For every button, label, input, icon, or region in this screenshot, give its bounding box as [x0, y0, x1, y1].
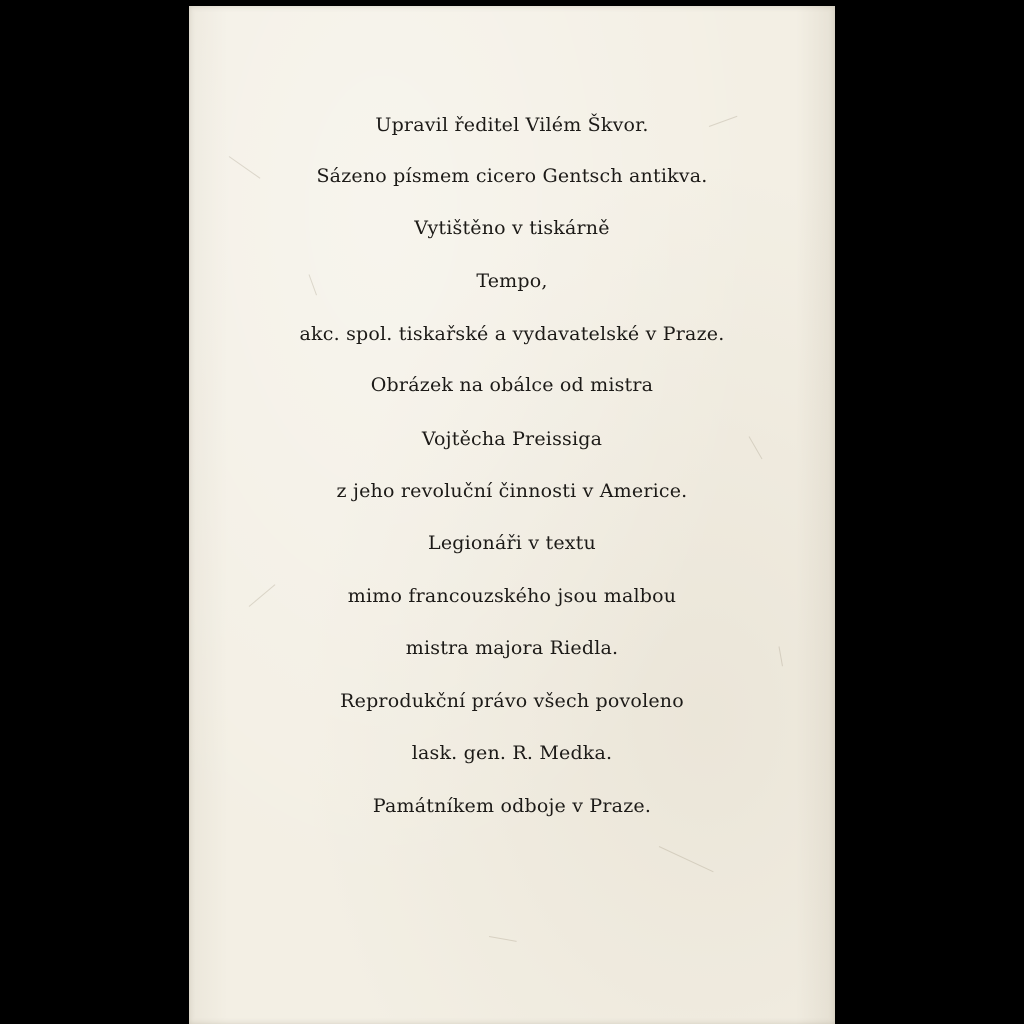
colophon-line: mistra majora Riedla.	[405, 637, 619, 659]
colophon-line: Reprodukční právo všech povoleno	[340, 690, 684, 712]
colophon-line: Tempo,	[476, 270, 548, 292]
colophon-line: z jeho revoluční činnosti v Americe.	[336, 480, 688, 502]
colophon-line: mimo francouzského jsou malbou	[347, 585, 677, 607]
colophon-line: Vojtěcha Preissiga	[421, 428, 603, 450]
colophon-line: akc. spol. tiskařské a vydavatelské v Praze.	[299, 323, 725, 345]
colophon-line: Sázeno písmem cicero Gentsch antikva.	[316, 165, 708, 187]
colophon-line: Legionáři v textu	[428, 532, 596, 554]
colophon-line: lask. gen. R. Medka.	[411, 742, 613, 764]
colophon-line: Vytištěno v tiskárně	[414, 217, 610, 239]
colophon-line: Upravil ředitel Vilém Škvor.	[375, 114, 649, 136]
book-page	[189, 6, 835, 1024]
colophon-line: Památníkem odboje v Praze.	[372, 795, 652, 817]
colophon-line: Obrázek na obálce od mistra	[370, 374, 654, 396]
colophon-text	[189, 6, 835, 1024]
